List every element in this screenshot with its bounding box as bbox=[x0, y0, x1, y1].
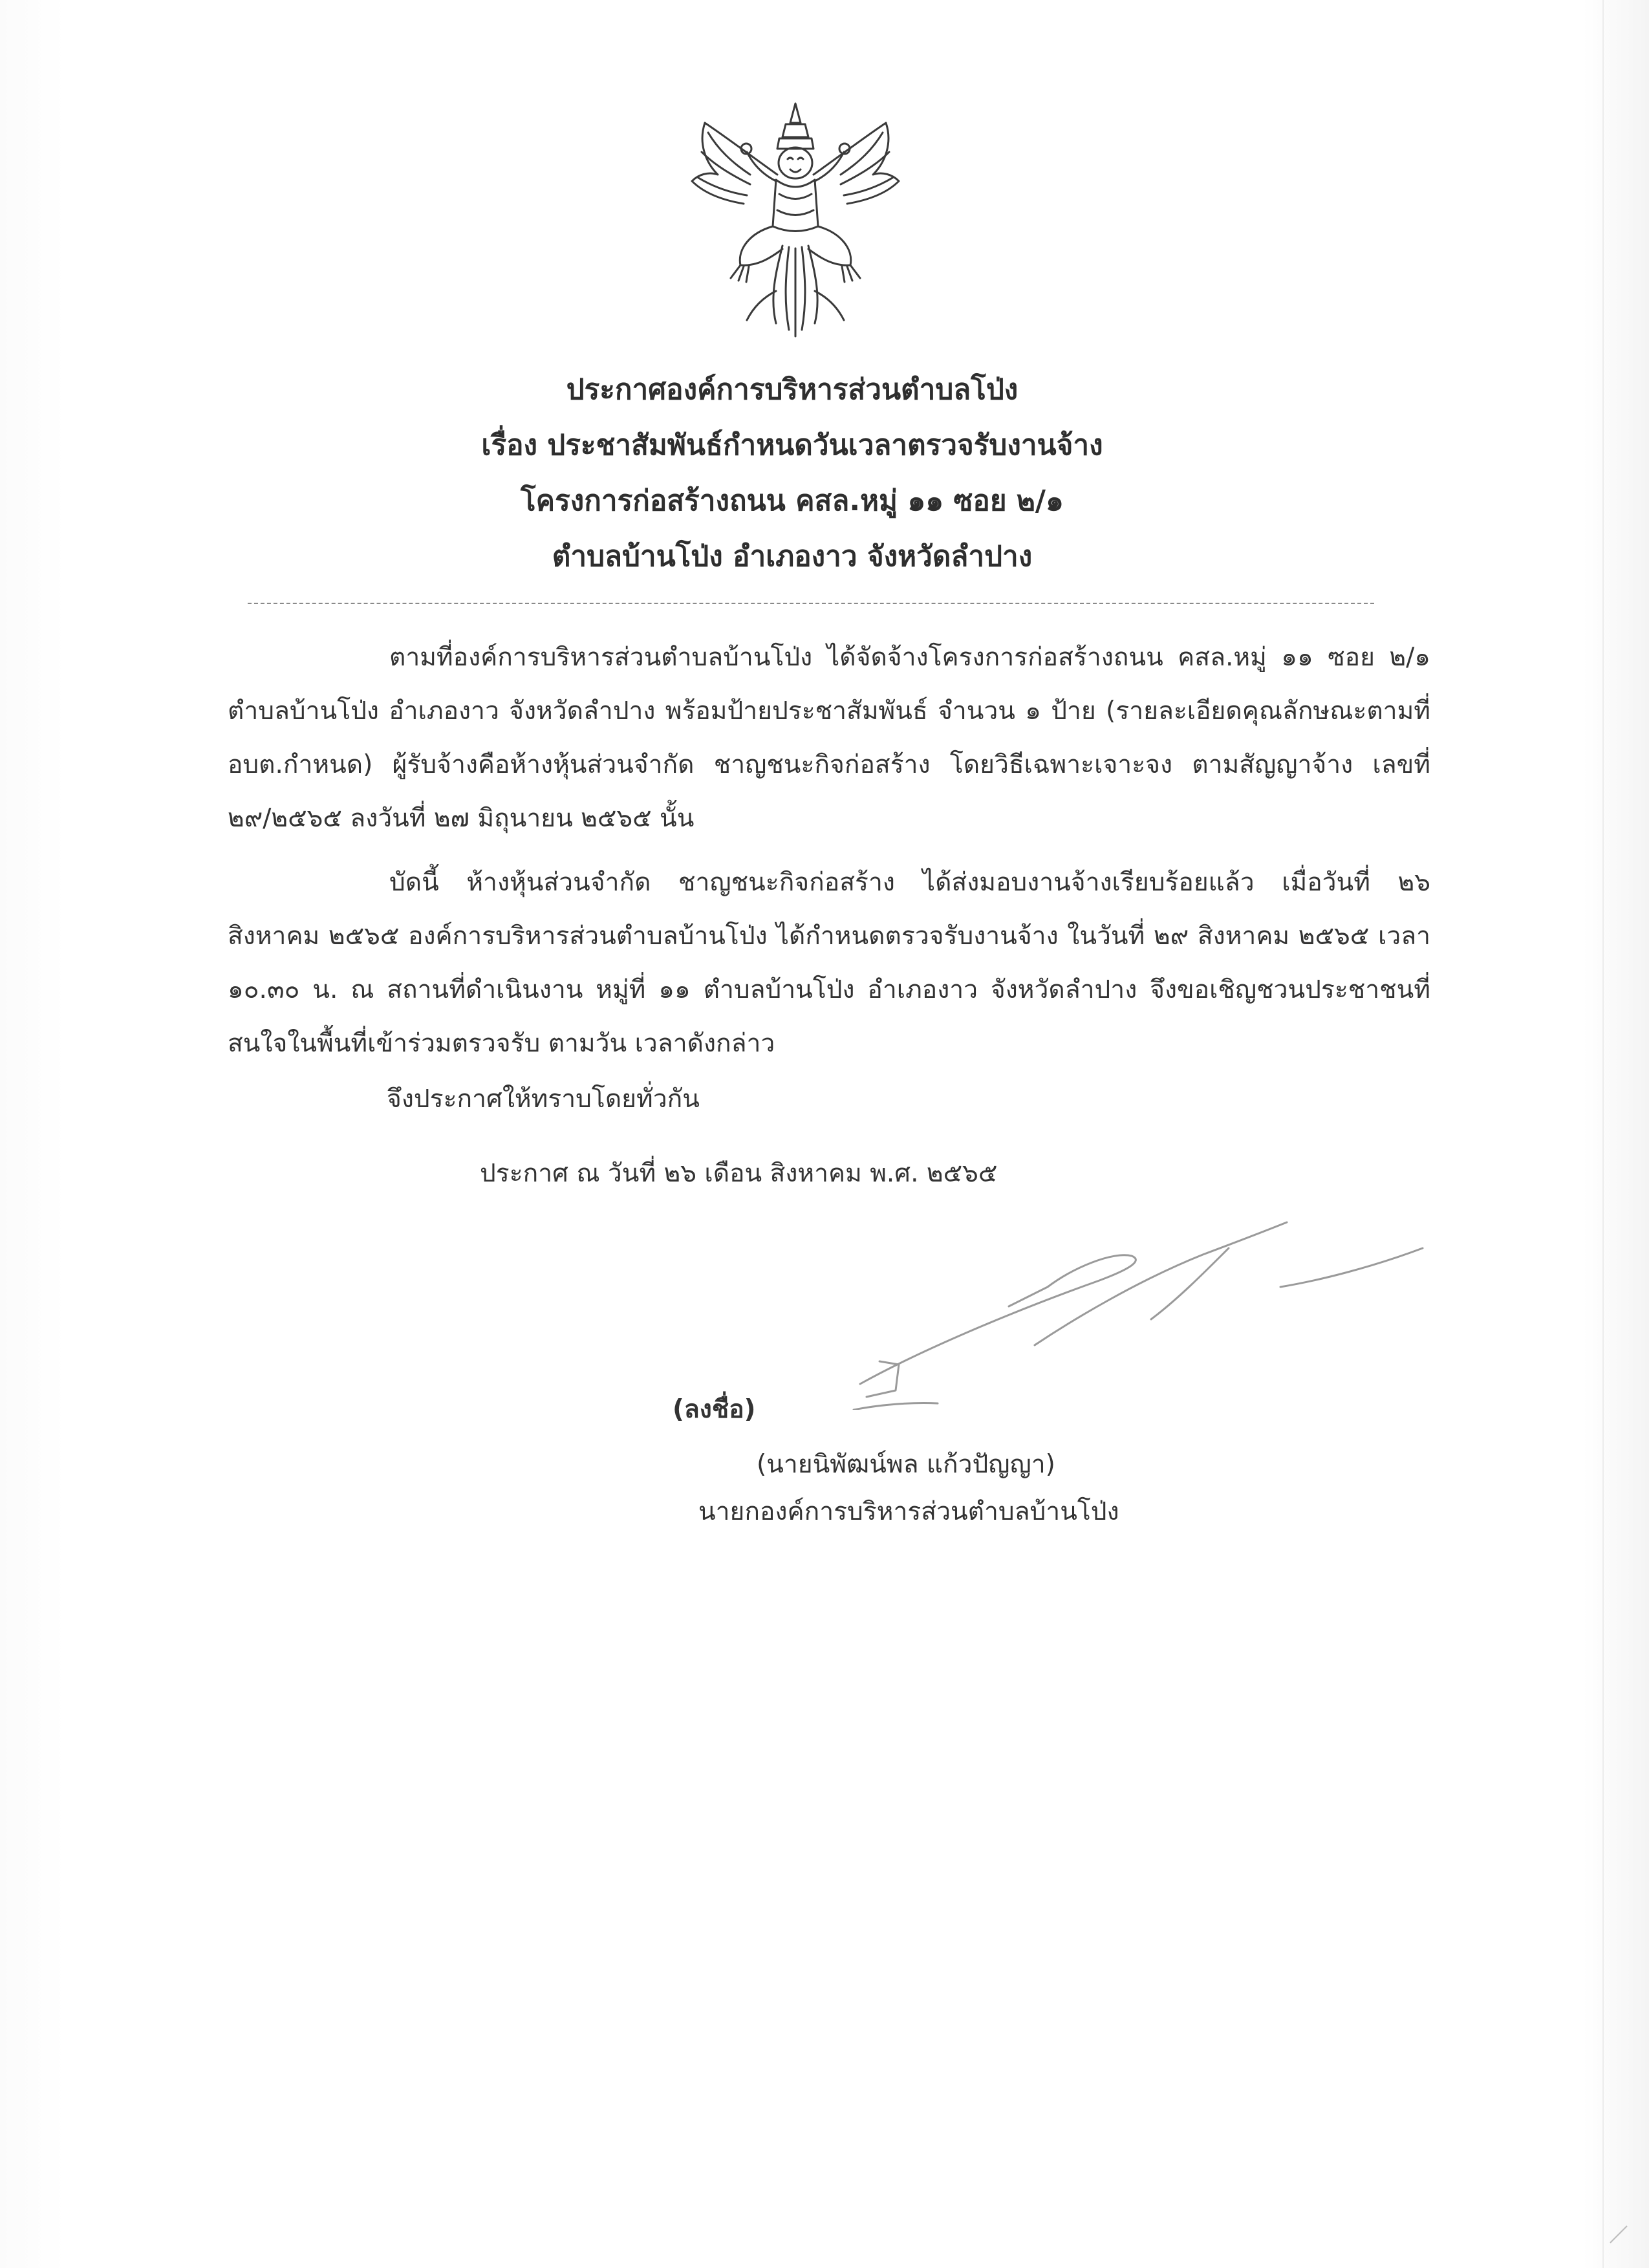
paragraph-1-text: ตามที่องค์การบริหารส่วนตำบลบ้านโป่ง ได้จัดจ้างโครงการก่อสร้างถนน คสล.หมู่ ๑๑ ซอย ๒/๑ ตำบลบ้านโป่ง อำเภองาว จังหวัดลำปาง พร้อมป้ายประชาสัมพันธ์ จำนวน ๑ ป้าย (รายละเอียดคุณลักษณะตามที่ อบต.กำหนด) ผู้รับจ้างคือห้างหุ้นส่วนจำกัด ชาญชนะกิจก่อสร้าง โดยวิธีเฉพาะเจาะจง ตามสัญญาจ้าง เลขที่ ๒๙/๒๕๖๕ ลงวันที่ ๒๗ มิถุนายน ๒๕๖๕ นั้น bbox=[228, 643, 1430, 833]
garuda-emblem-icon bbox=[679, 97, 912, 343]
paragraph-2-text: บัดนี้ ห้างหุ้นส่วนจำกัด ชาญชนะกิจก่อสร้าง ได้ส่งมอบงานจ้างเรียบร้อยแล้ว เมื่อวันที่ ๒๖ สิงหาคม ๒๕๖๕ องค์การบริหารส่วนตำบลบ้านโป่ง ได้กำหนดตรวจรับงานจ้าง ในวันที่ ๒๙ สิงหาคม ๒๕๖๕ เวลา ๑๐.๓๐ น. ณ สถานที่ดำเนินงาน หมู่ที่ ๑๑ ตำบลบ้านโป่ง อำเภองาว จังหวัดลำปาง จึงขอเชิญชวนประชาชนที่สนใจในพื้นที่เข้าร่วมตรวจรับ ตามวัน เวลาดังกล่าว bbox=[228, 868, 1430, 1058]
dashed-divider bbox=[248, 603, 1374, 604]
corner-fold-mark bbox=[1609, 2225, 1628, 2244]
announcement-title bbox=[194, 362, 1390, 585]
title-line-location: ตำบลบ้านโป่ง อำเภองาว จังหวัดลำปาง bbox=[552, 540, 1033, 573]
scan-edge-line bbox=[1602, 0, 1604, 2268]
closing-statement: จึงประกาศให้ทราบโดยทั่วกัน bbox=[387, 1085, 700, 1114]
signature-label: (ลงชื่อ) bbox=[673, 1395, 756, 1424]
body-paragraph-1 bbox=[228, 631, 1430, 845]
title-line-organization: ประกาศองค์การบริหารส่วนตำบลโป่ง bbox=[566, 373, 1018, 406]
handwritten-signature bbox=[841, 1196, 1455, 1410]
signer-position: นายกองค์การบริหารส่วนตำบลบ้านโป่ง bbox=[698, 1497, 1119, 1526]
title-line-subject: เรื่อง ประชาสัมพันธ์กำหนดวันเวลาตรวจรับงานจ้าง bbox=[481, 429, 1103, 462]
body-paragraph-2 bbox=[228, 856, 1430, 1070]
title-line-project: โครงการก่อสร้างถนน คสล.หมู่ ๑๑ ซอย ๒/๑ bbox=[521, 484, 1064, 517]
announcement-date: ประกาศ ณ วันที่ ๒๖ เดือน สิงหาคม พ.ศ. ๒๕๖๕ bbox=[480, 1159, 998, 1188]
signer-name: (นายนิพัฒน์พล แก้วปัญญา) bbox=[757, 1450, 1055, 1479]
